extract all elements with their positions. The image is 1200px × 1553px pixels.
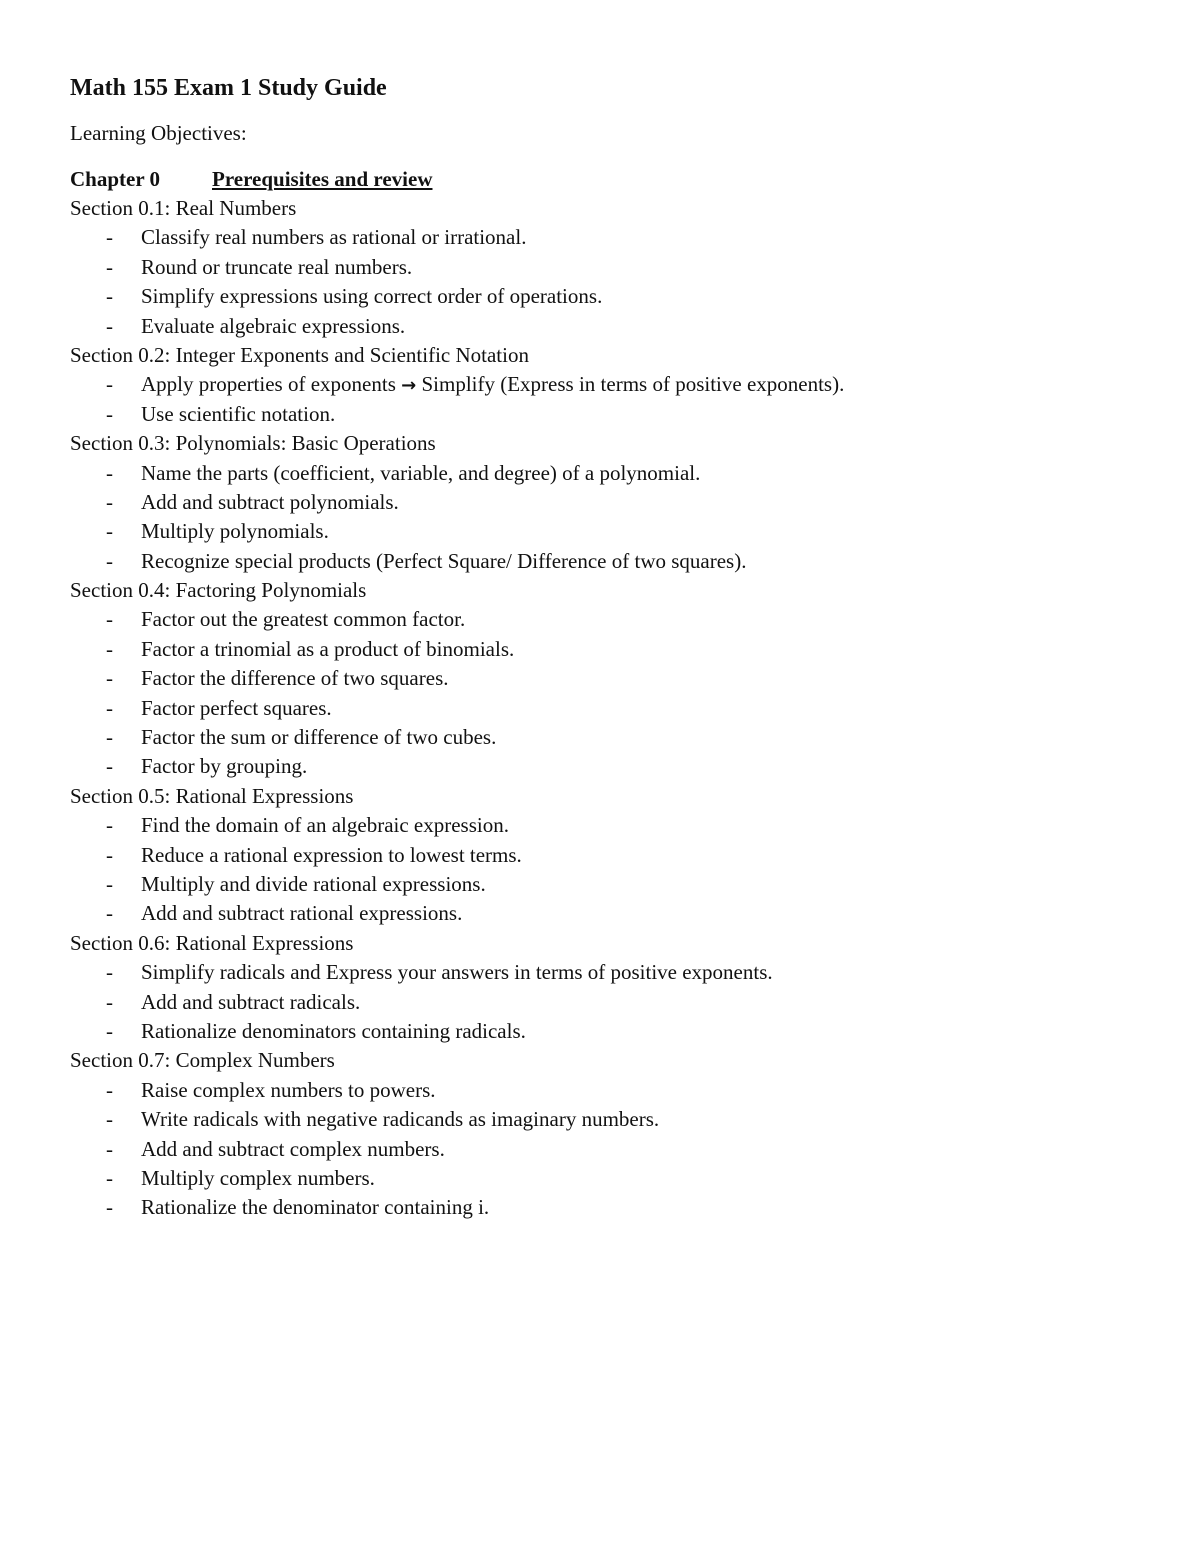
bullet-dash: - (106, 519, 113, 544)
sections-container (70, 194, 1150, 1223)
objective-item (70, 253, 1150, 282)
objective-text: Factor the sum or difference of two cubes. (141, 725, 497, 750)
chapter-heading (70, 164, 1150, 194)
bullet-dash: - (106, 489, 113, 514)
section-block (70, 341, 1150, 429)
objective-text: Factor the difference of two squares. (141, 666, 449, 691)
bullet-dash: - (106, 813, 113, 838)
objective-item (70, 870, 1150, 899)
objective-item (70, 312, 1150, 341)
objective-text: Rationalize the denominator containing i. (141, 1195, 490, 1220)
objective-text: Add and subtract radicals. (141, 989, 361, 1014)
section-title: Section 0.5: Rational Expressions (70, 783, 354, 808)
bullet-dash: - (106, 754, 113, 779)
bullet-dash: - (106, 548, 113, 573)
objective-list (70, 958, 1150, 1046)
bullet-dash: - (106, 1107, 113, 1132)
objective-text: Add and subtract polynomials. (141, 489, 399, 514)
objective-item (70, 752, 1150, 781)
bullet-dash: - (106, 372, 113, 397)
section-block (70, 1046, 1150, 1222)
objective-text: Find the domain of an algebraic expression. (141, 813, 509, 838)
objective-text: Raise complex numbers to powers. (141, 1077, 436, 1102)
document-page (70, 72, 1150, 1223)
objective-text: Write radicals with negative radicands as imaginary numbers. (141, 1107, 660, 1132)
objective-text: Factor perfect squares. (141, 695, 332, 720)
bullet-dash: - (106, 607, 113, 632)
objective-item (70, 488, 1150, 517)
bullet-dash: - (106, 871, 113, 896)
bullet-dash: - (106, 1136, 113, 1161)
objective-item (70, 1164, 1150, 1193)
objective-item (70, 1193, 1150, 1222)
objective-item (70, 811, 1150, 840)
objective-item (70, 694, 1150, 723)
section-block (70, 194, 1150, 341)
bullet-dash: - (106, 401, 113, 426)
objective-text: Classify real numbers as rational or irrational. (141, 225, 527, 250)
learning-objectives-label: Learning Objectives: (70, 121, 247, 145)
objective-list (70, 811, 1150, 929)
bullet-dash: - (106, 313, 113, 338)
objective-item (70, 1105, 1150, 1134)
objective-item (70, 988, 1150, 1017)
bullet-dash: - (106, 1195, 113, 1220)
objective-item (70, 1076, 1150, 1105)
objective-text: Name the parts (coefficient, variable, and degree) of a polynomial. (141, 460, 701, 485)
objective-text: Factor by grouping. (141, 754, 308, 779)
objective-item (70, 370, 1150, 399)
objective-item (70, 282, 1150, 311)
bullet-dash: - (106, 989, 113, 1014)
objective-text: Simplify expressions using correct order of operations. (141, 284, 603, 309)
objective-text: Factor out the greatest common factor. (141, 607, 466, 632)
objective-item (70, 723, 1150, 752)
section-title: Section 0.3: Polynomials: Basic Operations (70, 431, 436, 456)
section-title: Section 0.1: Real Numbers (70, 196, 297, 220)
bullet-dash: - (106, 842, 113, 867)
objective-item (70, 1135, 1150, 1164)
bullet-dash: - (106, 901, 113, 926)
objective-text: Multiply complex numbers. (141, 1165, 375, 1190)
objective-item (70, 841, 1150, 870)
section-title: Section 0.6: Rational Expressions (70, 930, 354, 955)
section-block (70, 429, 1150, 576)
section-block (70, 929, 1150, 1047)
objective-text: Reduce a rational expression to lowest terms. (141, 842, 522, 867)
objective-text: Apply properties of exponents → Simplify (Express in terms of positive exponents). (141, 372, 845, 397)
objective-item (70, 899, 1150, 928)
bullet-dash: - (106, 1077, 113, 1102)
objective-item (70, 517, 1150, 546)
bullet-dash: - (106, 254, 113, 279)
section-title: Section 0.4: Factoring Polynomials (70, 578, 367, 603)
objective-item (70, 958, 1150, 987)
bullet-dash: - (106, 225, 113, 250)
objective-text: Multiply polynomials. (141, 519, 329, 544)
bullet-dash: - (106, 725, 113, 750)
objective-item (70, 664, 1150, 693)
objective-text: Multiply and divide rational expressions. (141, 871, 486, 896)
document-title: Math 155 Exam 1 Study Guide (70, 75, 387, 101)
objective-text: Rationalize denominators containing radicals. (141, 1018, 526, 1043)
objective-text: Evaluate algebraic expressions. (141, 313, 406, 338)
objective-list (70, 223, 1150, 341)
objective-text: Recognize special products (Perfect Square/ Difference of two squares). (141, 548, 747, 573)
objective-text: Add and subtract complex numbers. (141, 1136, 445, 1161)
section-block (70, 576, 1150, 782)
chapter-name: Prerequisites and review (212, 167, 433, 191)
objective-item (70, 400, 1150, 429)
objective-item (70, 459, 1150, 488)
objective-item (70, 605, 1150, 634)
bullet-dash: - (106, 636, 113, 661)
section-block (70, 782, 1150, 929)
arrow-right-icon: → (401, 375, 417, 397)
bullet-dash: - (106, 666, 113, 691)
bullet-dash: - (106, 695, 113, 720)
bullet-dash: - (106, 960, 113, 985)
chapter-number: Chapter 0 (70, 167, 161, 191)
objective-item (70, 635, 1150, 664)
section-title: Section 0.7: Complex Numbers (70, 1048, 335, 1073)
bullet-dash: - (106, 284, 113, 309)
objective-list (70, 1076, 1150, 1223)
objective-text: Use scientific notation. (141, 401, 336, 426)
section-title: Section 0.2: Integer Exponents and Scientific Notation (70, 342, 529, 367)
bullet-dash: - (106, 1018, 113, 1043)
objective-list (70, 605, 1150, 781)
objective-text: Round or truncate real numbers. (141, 254, 413, 279)
bullet-dash: - (106, 460, 113, 485)
objective-list (70, 370, 1150, 429)
objective-item (70, 223, 1150, 252)
objective-text: Factor a trinomial as a product of binomials. (141, 636, 515, 661)
objective-item (70, 1017, 1150, 1046)
objective-item (70, 547, 1150, 576)
objective-text: Add and subtract rational expressions. (141, 901, 463, 926)
objective-list (70, 459, 1150, 577)
bullet-dash: - (106, 1165, 113, 1190)
objective-text: Simplify radicals and Express your answers in terms of positive exponents. (141, 960, 773, 985)
